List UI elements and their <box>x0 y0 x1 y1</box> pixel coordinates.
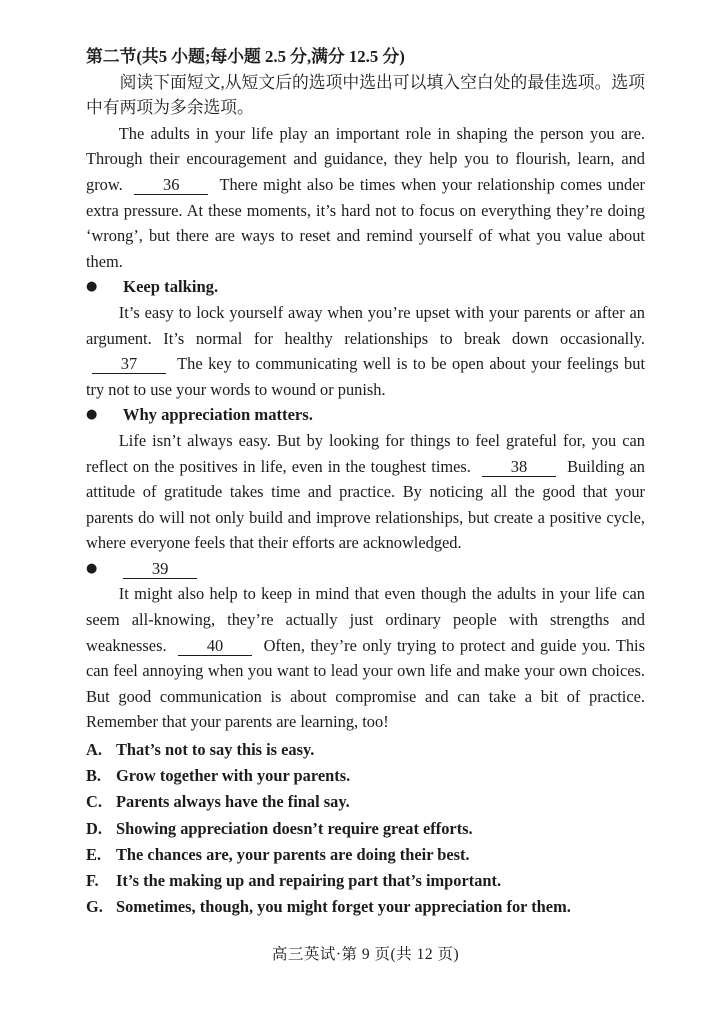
blank-37: 37 <box>92 355 166 374</box>
appreciation-text-before: Life isn’t always easy. But by looking for things to feel grateful for, you can reflect on the positives in life, even in the toughest times. <box>86 430 645 476</box>
option-d <box>86 816 645 842</box>
blank-38: 38 <box>482 458 556 477</box>
para-39-text-after: Often, they’re only trying to protect and guide you. This can feel annoying when you want to lead your own life and make your own choices. But good communication is about compromise and can take a bit of practice. Remember that your parents are learning, too! <box>86 635 645 732</box>
option-f-text: It’s the making up and repairing part that’s important. <box>116 871 502 891</box>
option-a-label: A. <box>86 740 102 760</box>
page-footer: 高三英试·第 9 页(共 12 页) <box>271 946 460 964</box>
section-header-39 <box>86 556 645 582</box>
bullet-icon: ● <box>86 560 98 576</box>
section-heading: 第二节(共5 小题;每小题 2.5 分,满分 12.5 分) <box>86 47 405 66</box>
option-a-text: That’s not to say this is easy. <box>116 740 315 760</box>
para-39-text-before: It might also help to keep in mind that even though the adults in your life can seem all-knowing, they’re actually just ordinary people with strengths and weaknesses. <box>86 584 645 655</box>
blank-39: 39 <box>123 560 197 579</box>
appreciation-title: Why appreciation matters. <box>122 405 313 425</box>
intro-text-after: There might also be times when your relationship comes under extra pressure. At these moments, it’s hard not to focus on everything they’re doing ‘wrong’, but there are ways to reset and remind yourself of what you value about them. <box>86 174 645 271</box>
bullet-icon: ● <box>86 407 98 423</box>
option-b <box>86 763 645 789</box>
option-g-text: Sometimes, though, you might forget your appreciation for them. <box>116 897 571 917</box>
option-g <box>86 894 645 920</box>
options-list <box>86 737 645 920</box>
option-b-label: B. <box>86 766 102 786</box>
option-f <box>86 868 645 894</box>
instructions-text: 阅读下面短文,从短文后的选项中选出可以填入空白处的最佳选项。选项中有两项为多余选项。 <box>86 72 645 118</box>
keep-talking-title: Keep talking. <box>123 277 219 297</box>
option-e-text: The chances are, your parents are doing their best. <box>116 844 470 864</box>
paragraph-39 <box>86 581 645 735</box>
option-b-text: Grow together with your parents. <box>116 766 351 786</box>
option-f-label: F. <box>86 871 99 891</box>
paragraph-intro <box>86 121 645 275</box>
option-d-text: Showing appreciation doesn’t require great efforts. <box>116 818 473 838</box>
section-header-keep-talking <box>86 274 645 300</box>
option-e <box>86 842 645 868</box>
option-c-label: C. <box>86 792 102 812</box>
intro-text-before: The adults in your life play an important role in shaping the person you are. Through their encouragement and guidance, they help you to flourish, learn, and grow. <box>86 123 645 194</box>
option-c-text: Parents always have the final say. <box>116 792 350 812</box>
keep-talking-text-before: It’s easy to lock yourself away when you’re upset with your parents or after an argument. It’s normal for healthy relationships to break down occasionally. <box>86 302 645 348</box>
option-d-label: D. <box>86 818 102 838</box>
blank-36: 36 <box>134 176 208 195</box>
option-c <box>86 789 645 815</box>
keep-talking-text-after: The key to communicating well is to be open about your feelings but try not to use your words to wound or punish. <box>86 354 645 399</box>
paragraph-keep-talking <box>86 300 645 402</box>
paragraph-appreciation <box>86 428 645 556</box>
option-a <box>86 737 645 763</box>
option-e-label: E. <box>86 844 102 864</box>
blank-40: 40 <box>178 637 252 656</box>
option-g-label: G. <box>86 897 103 917</box>
appreciation-text-after: Building an attitude of gratitude takes time and practice. By noticing all the good that your parents do will not only build and improve relationships, but create a positive cycle, where everyone feels that their efforts are acknowledged. <box>86 456 646 553</box>
bullet-icon: ● <box>86 279 98 295</box>
section-header-appreciation <box>86 402 645 428</box>
